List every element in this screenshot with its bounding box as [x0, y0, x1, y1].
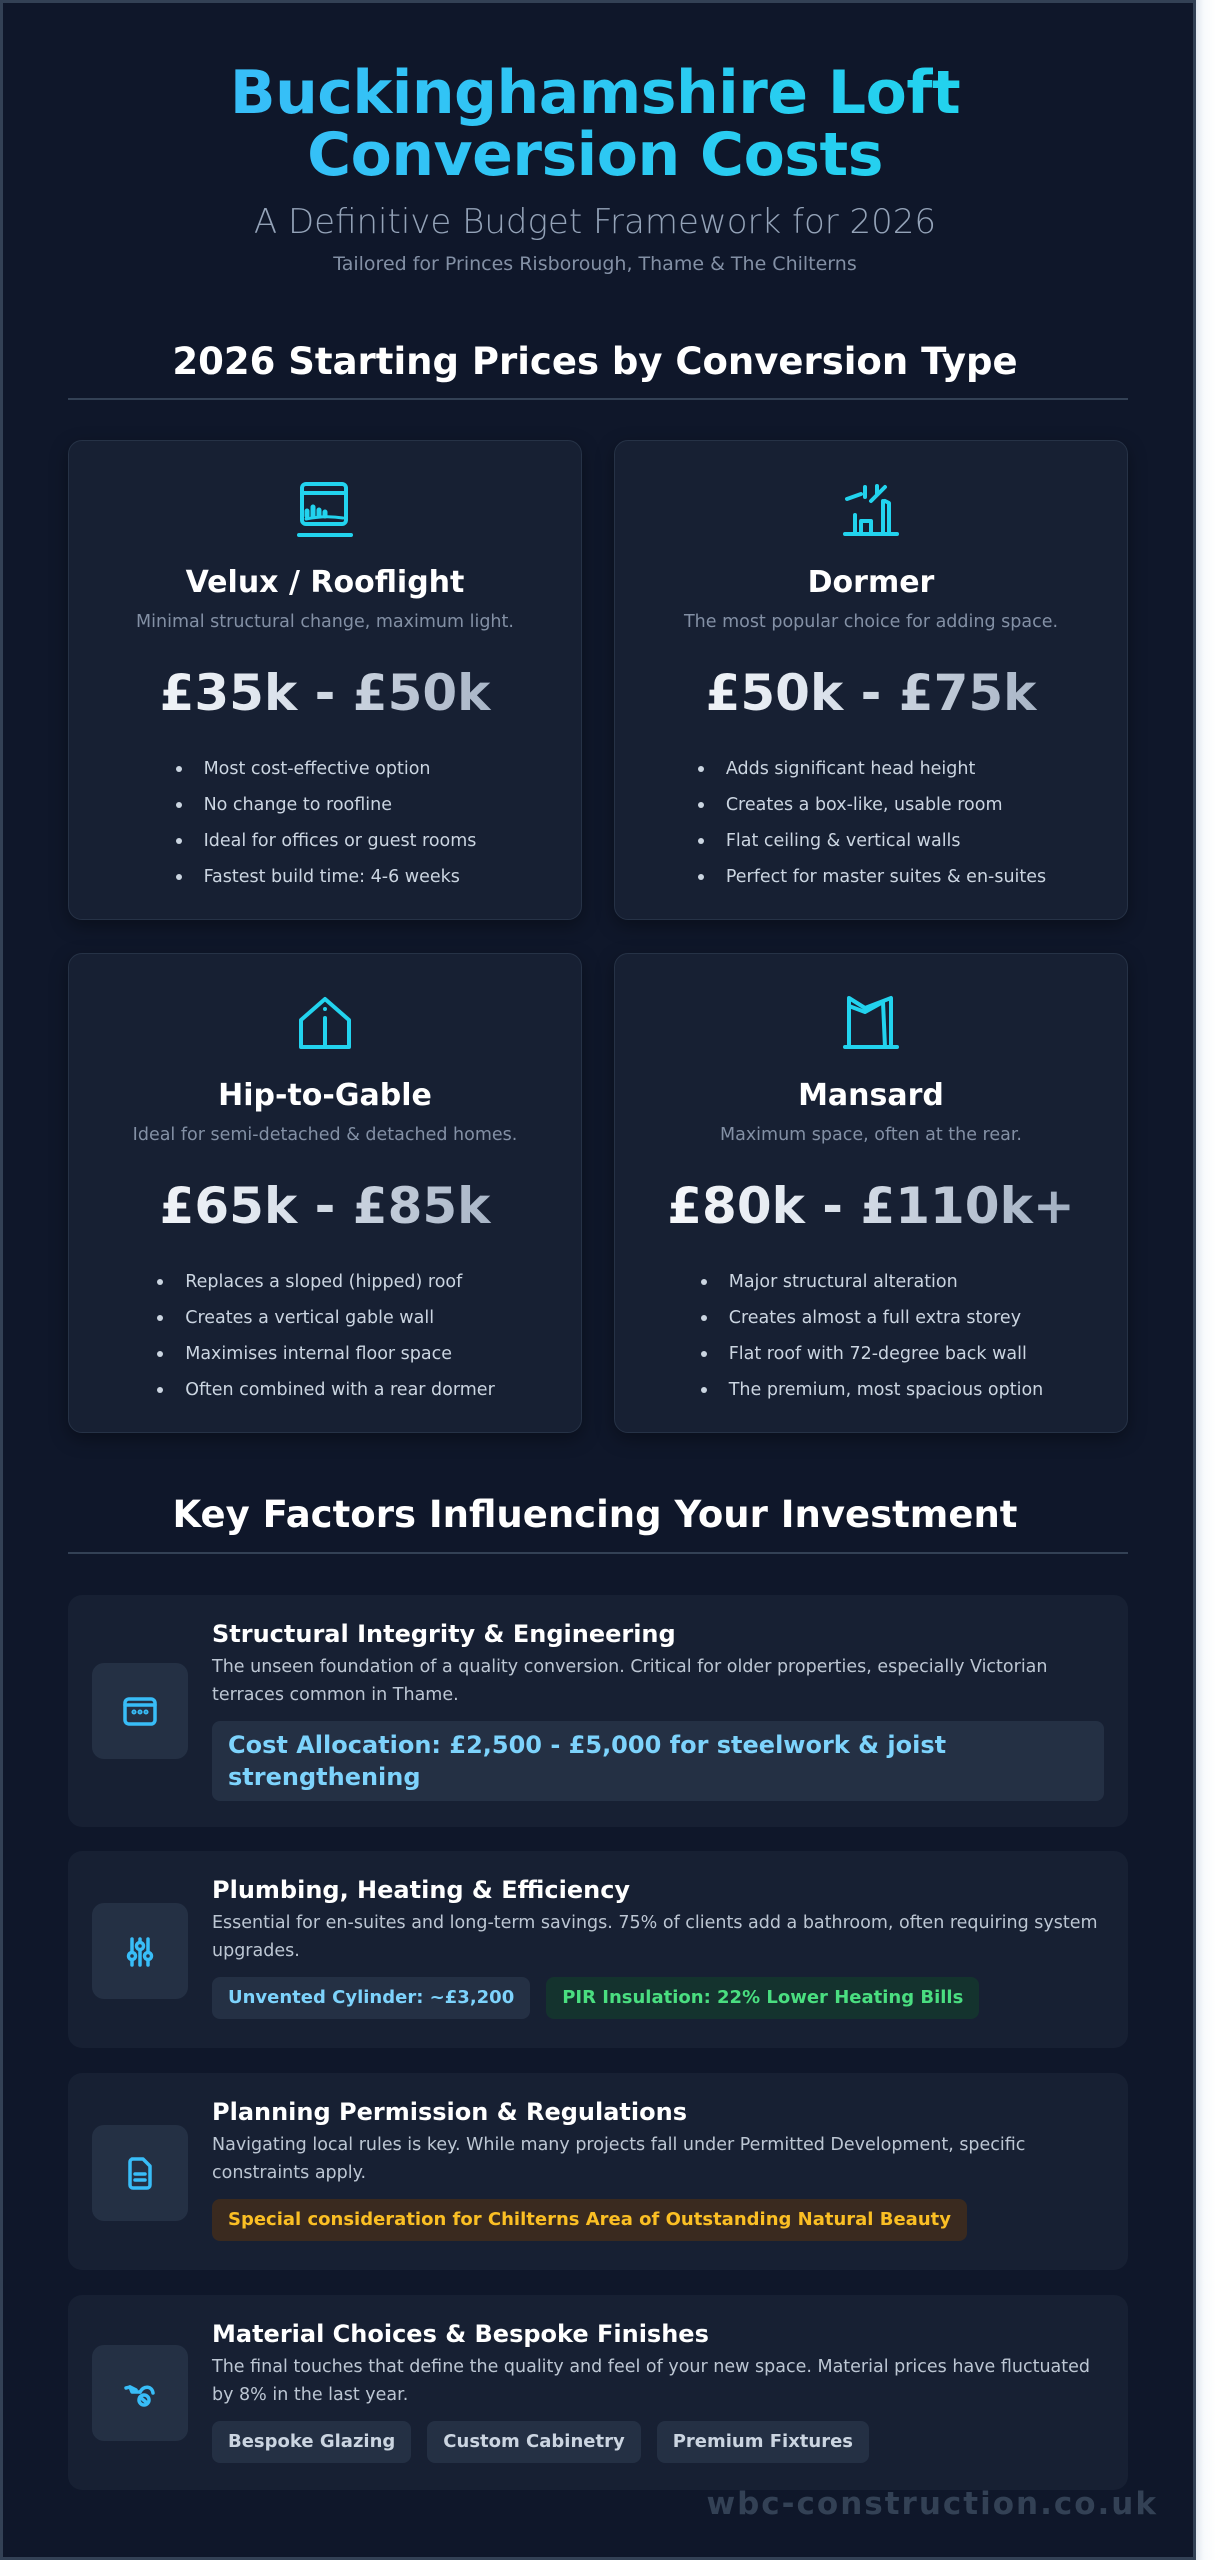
pricing-section-title: 2026 Starting Prices by Conversion Type	[172, 340, 1018, 383]
card-desc: Minimal structural change, maximum light.	[136, 612, 514, 632]
factor-title: Planning Permission & Regulations	[212, 2098, 687, 2126]
factor-body	[212, 2319, 1104, 2463]
cost-allocation-badge: Cost Allocation: £2,500 - £5,000 for steelwork & joist strengthening	[212, 1721, 1104, 1801]
card-features	[615, 751, 1127, 895]
page-title	[215, 58, 975, 190]
feature-item: No change to roofline	[174, 787, 477, 823]
card-desc: Maximum space, often at the rear.	[720, 1125, 1022, 1145]
mansard-roof-icon	[841, 992, 901, 1052]
factors-divider	[68, 1552, 1128, 1554]
feature-item: Creates almost a full extra storey	[699, 1300, 1044, 1336]
feature-item: Replaces a sloped (hipped) roof	[155, 1264, 495, 1300]
factor-body	[212, 1619, 1104, 1801]
price-card-velux	[68, 440, 582, 920]
card-name: Hip-to-Gable	[218, 1078, 432, 1113]
factor-badges	[212, 2421, 1104, 2463]
handshake-icon	[92, 2345, 188, 2441]
factor-title: Structural Integrity & Engineering	[212, 1620, 676, 1648]
card-name: Dormer	[807, 565, 935, 600]
card-price: £35k - £50k	[69, 663, 581, 723]
card-desc: The most popular choice for adding space.	[683, 612, 1059, 632]
factor-desc: The unseen foundation of a quality conversion. Critical for older properties, especially Victorian terraces common in Thame.	[212, 1657, 1048, 1705]
header	[0, 58, 1190, 276]
pricing-divider	[68, 398, 1128, 400]
factor-plumbing	[68, 1851, 1128, 2048]
material-tag: Premium Fixtures	[657, 2421, 869, 2463]
document-icon	[92, 2125, 188, 2221]
material-tag: Bespoke Glazing	[212, 2421, 411, 2463]
factor-title: Material Choices & Bespoke Finishes	[212, 2320, 709, 2348]
sliders-icon	[92, 1903, 188, 1999]
factor-planning	[68, 2073, 1128, 2270]
factor-desc: Navigating local rules is key. While many projects fall under Permitted Development, specific constraints apply.	[212, 2135, 1026, 2183]
feature-item: Creates a vertical gable wall	[155, 1300, 495, 1336]
cylinder-cost-badge: Unvented Cylinder: ~£3,200	[212, 1977, 530, 2019]
aonb-notice-badge: Special consideration for Chilterns Area of Outstanding Natural Beauty	[212, 2199, 967, 2241]
price-card-mansard	[614, 953, 1128, 1433]
card-desc: Ideal for semi-detached & detached homes.	[132, 1125, 518, 1145]
factor-badges	[212, 1977, 1104, 2019]
card-name: Mansard	[798, 1078, 944, 1113]
factor-badges	[212, 2199, 1104, 2241]
title-line-2: Conversion Costs	[307, 120, 883, 190]
card-features	[69, 751, 581, 895]
dormer-house-icon	[841, 479, 901, 539]
card-price: £80k - £110k+	[615, 1176, 1127, 1236]
feature-item: Perfect for master suites & en-suites	[696, 859, 1046, 895]
page-edge	[1196, 0, 1216, 2560]
factor-body	[212, 1875, 1104, 2019]
feature-item: Ideal for offices or guest rooms	[174, 823, 477, 859]
factor-body	[212, 2097, 1104, 2241]
price-card-hip-to-gable	[68, 953, 582, 1433]
feature-item: Flat roof with 72-degree back wall	[699, 1336, 1044, 1372]
title-line-1: Buckinghamshire Loft	[229, 58, 961, 128]
card-price: £65k - £85k	[69, 1176, 581, 1236]
price-card-dormer	[614, 440, 1128, 920]
structure-panel-icon	[92, 1663, 188, 1759]
factor-desc: The final touches that define the quality and feel of your new space. Material prices have fluctuated by 8% in the last year.	[212, 2357, 1091, 2405]
card-name: Velux / Rooflight	[185, 565, 465, 600]
feature-item: Major structural alteration	[699, 1264, 1044, 1300]
feature-item: Maximises internal floor space	[155, 1336, 495, 1372]
feature-item: Most cost-effective option	[174, 751, 477, 787]
factors-section-title: Key Factors Influencing Your Investment	[172, 1493, 1018, 1536]
feature-item: Creates a box-like, usable room	[696, 787, 1046, 823]
factor-desc: Essential for en-suites and long-term savings. 75% of clients add a bathroom, often requiring system upgrades.	[212, 1913, 1098, 1961]
card-price: £50k - £75k	[615, 663, 1127, 723]
rooflight-window-icon	[295, 479, 355, 539]
material-tag: Custom Cabinetry	[427, 2421, 640, 2463]
insulation-savings-badge: PIR Insulation: 22% Lower Heating Bills	[546, 1977, 979, 2019]
factor-badges	[212, 1721, 1104, 1801]
page-tagline: Tailored for Princes Risborough, Thame & The Chilterns	[333, 253, 857, 275]
factor-structural	[68, 1595, 1128, 1827]
factor-title: Plumbing, Heating & Efficiency	[212, 1876, 631, 1904]
gable-house-icon	[295, 992, 355, 1052]
site-watermark: wbc-construction.co.uk	[706, 2486, 1158, 2522]
card-features	[615, 1264, 1127, 1408]
feature-item: The premium, most spacious option	[699, 1372, 1044, 1408]
card-features	[69, 1264, 581, 1408]
feature-item: Flat ceiling & vertical walls	[696, 823, 1046, 859]
feature-item: Adds significant head height	[696, 751, 1046, 787]
page-subtitle: A Definitive Budget Framework for 2026	[253, 202, 937, 242]
factor-materials	[68, 2295, 1128, 2490]
feature-item: Often combined with a rear dormer	[155, 1372, 495, 1408]
feature-item: Fastest build time: 4-6 weeks	[174, 859, 477, 895]
